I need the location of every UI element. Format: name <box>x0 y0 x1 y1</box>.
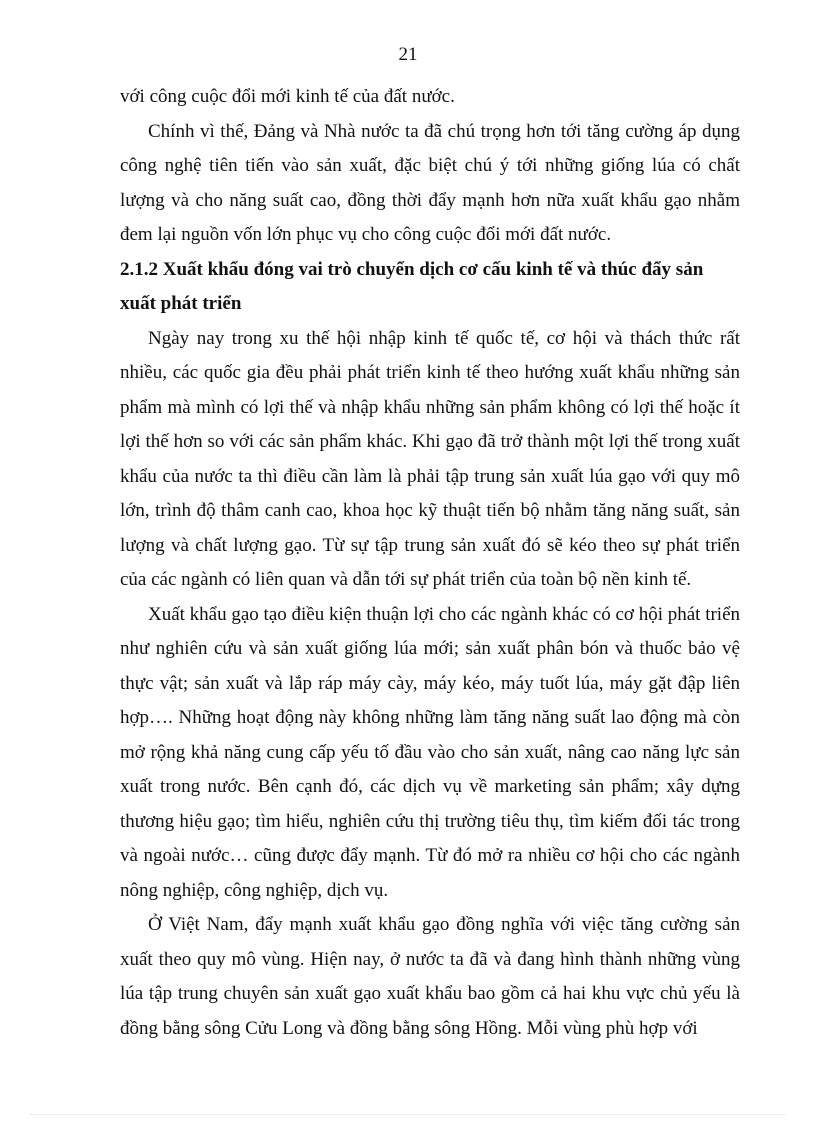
paragraph: Ngày nay trong xu thế hội nhập kinh tế quốc tế, cơ hội và thách thức rất nhiều, các quốc gia đều phải phát triển kinh tế theo hướng xuất khẩu những sản phẩm mà mình có lợi thế và nhập khẩu những sản phẩm không có lợi thế hoặc ít lợi thế hơn so với các sản phẩm khác. Khi gạo đã trở thành một lợi thế trong xuất khẩu của nước ta thì điều cần làm là phải tập trung sản xuất lúa gạo với quy mô lớn, trình độ thâm canh cao, khoa học kỹ thuật tiến bộ nhằm tăng năng suất, sản lượng và chất lượng gạo. Từ sự tập trung sản xuất đó sẽ kéo theo sự phát triển của các ngành có liên quan và dẫn tới sự phát triển của toàn bộ nền kinh tế. <box>120 327 740 590</box>
section-heading: 2.1.2 Xuất khẩu đóng vai trò chuyển dịch cơ cấu kinh tế và thúc đẩy sản xuất phát triển <box>120 258 704 314</box>
paragraph-continuation: với công cuộc đổi mới kinh tế của đất nước. <box>120 86 455 107</box>
footer-divider <box>30 1113 786 1115</box>
paragraph: Xuất khẩu gạo tạo điều kiện thuận lợi cho các ngành khác có cơ hội phát triển như nghiên cứu và sản xuất giống lúa mới; sản xuất phân bón và thuốc bảo vệ thực vật; sản xuất và lắp ráp máy cày, máy kéo, máy tuốt lúa, máy gặt đập liên hợp…. Những hoạt động này không những làm tăng năng suất lao động mà còn mở rộng khả năng cung cấp yếu tố đầu vào cho sản xuất, nâng cao năng lực sản xuất trong nước. Bên cạnh đó, các dịch vụ về marketing sản phẩm; xây dựng thương hiệu gạo; tìm hiểu, nghiên cứu thị trường tiêu thụ, tìm kiếm đối tác trong và ngoài nước… cũng được đẩy mạnh. Từ đó mở ra nhiều cơ hội cho các ngành nông nghiệp, công nghiệp, dịch vụ. <box>120 603 741 901</box>
document-body <box>120 80 740 1046</box>
paragraph: Ở Việt Nam, đẩy mạnh xuất khẩu gạo đồng nghĩa với việc tăng cường sản xuất theo quy mô vùng. Hiện nay, ở nước ta đã và đang hình thành những vùng lúa tập trung chuyên sản xuất gạo xuất khẩu bao gồm cả hai khu vực chủ yếu là đồng bằng sông Cửu Long và đồng bằng sông Hồng. Mỗi vùng phù hợp với <box>120 914 740 1039</box>
paragraph: Chính vì thế, Đảng và Nhà nước ta đã chú trọng hơn tới tăng cường áp dụng công nghệ tiên tiến vào sản xuất, đặc biệt chú ý tới những giống lúa có chất lượng và cho năng suất cao, đồng thời đẩy mạnh hơn nữa xuất khẩu gạo nhằm đem lại nguồn vốn lớn phục vụ cho công cuộc đổi mới đất nước. <box>120 120 740 245</box>
page-number: 21 <box>398 44 418 65</box>
